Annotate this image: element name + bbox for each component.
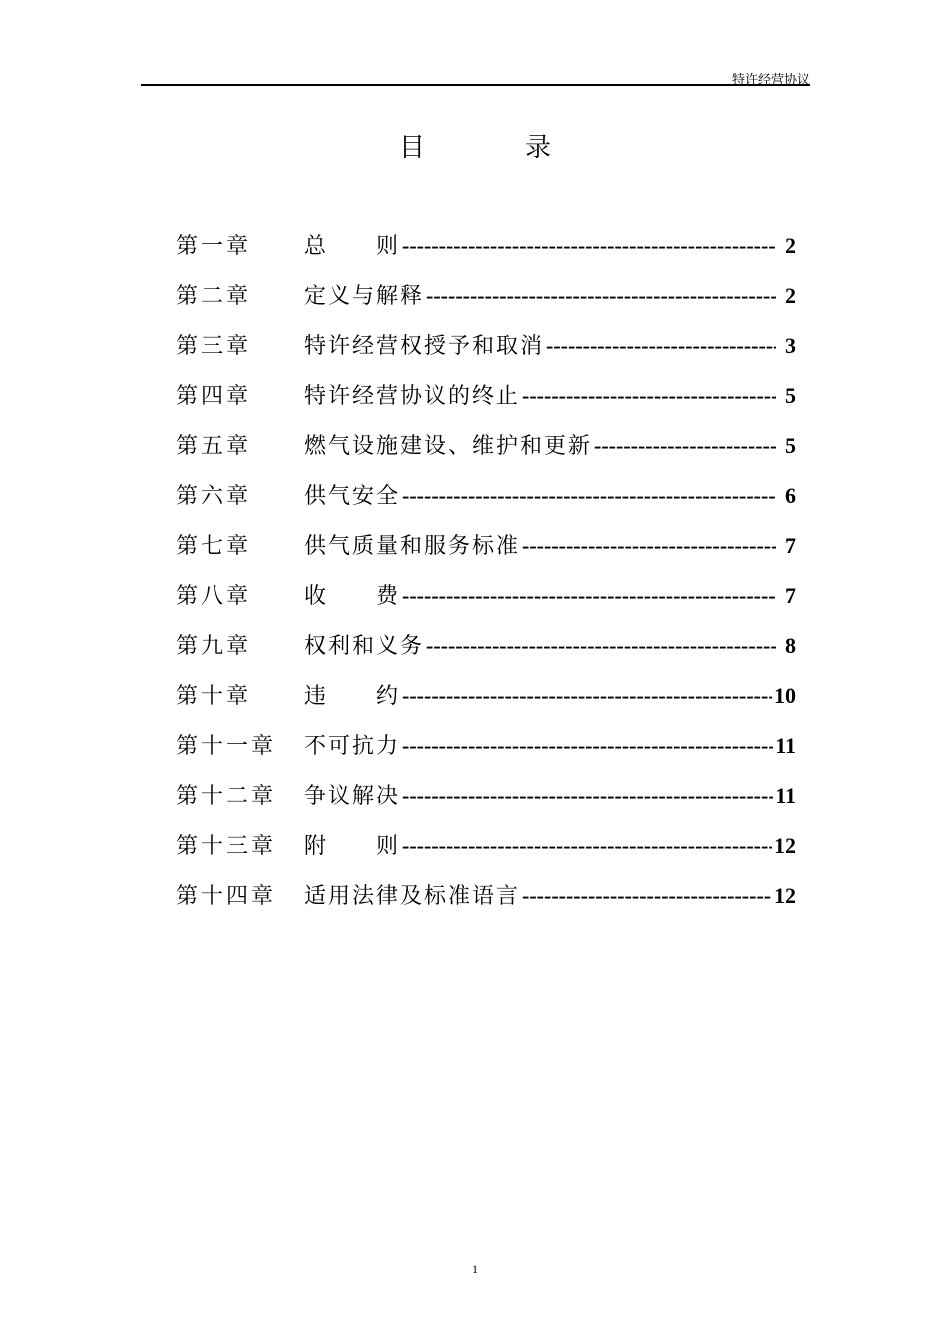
chapter-number: 第十三章 (176, 834, 277, 859)
toc-entry[interactable] (176, 824, 796, 874)
toc-entry[interactable] (176, 574, 796, 624)
chapter-number: 第三章 (176, 334, 252, 359)
chapter-number: 第十二章 (176, 784, 277, 809)
chapter-title: 总 则 (304, 234, 401, 259)
toc-entry[interactable] (176, 774, 796, 824)
dot-leader (402, 224, 776, 268)
page-number: 8 (785, 633, 796, 658)
page-number: 3 (785, 333, 796, 358)
chapter-title: 燃气设施建设、维护和更新 (304, 434, 593, 459)
toc-entry[interactable] (176, 724, 796, 774)
chapter-title: 适用法律及标准语言 (304, 884, 521, 909)
toc-title-char-2: 录 (525, 133, 552, 163)
chapter-title: 不可抗力 (304, 734, 401, 759)
dot-leader (522, 874, 772, 918)
chapter-title: 权利和义务 (304, 634, 425, 659)
chapter-title: 争议解决 (304, 784, 401, 809)
page-number: 5 (785, 383, 796, 408)
page-number: 11 (775, 733, 796, 758)
toc-entry[interactable] (176, 674, 796, 724)
dot-leader (402, 574, 776, 618)
header-rule (141, 84, 810, 86)
chapter-title: 供气安全 (304, 484, 401, 509)
footer-page-number: 1 (472, 1262, 478, 1276)
chapter-title: 附 则 (304, 834, 401, 859)
dot-leader (522, 374, 776, 418)
toc-title-char-1: 目 (398, 133, 425, 163)
chapter-number: 第二章 (176, 284, 252, 309)
chapter-title: 供气质量和服务标准 (304, 534, 521, 559)
chapter-number: 第九章 (176, 634, 252, 659)
chapter-title: 特许经营协议的终止 (304, 384, 521, 409)
chapter-title: 定义与解释 (304, 284, 425, 309)
toc-entry[interactable] (176, 424, 796, 474)
running-header: 特许经营协议 (731, 73, 810, 88)
toc-entry[interactable] (176, 224, 796, 274)
chapter-title: 违 约 (304, 684, 401, 709)
toc-entry[interactable] (176, 474, 796, 524)
chapter-number: 第十章 (176, 684, 252, 709)
page-number: 11 (775, 783, 796, 808)
page-number: 2 (785, 233, 796, 258)
toc-entry[interactable] (176, 524, 796, 574)
toc-title (0, 127, 950, 164)
chapter-number: 第四章 (176, 384, 252, 409)
page-number: 7 (785, 533, 796, 558)
toc-entry[interactable] (176, 624, 796, 674)
page-number: 5 (785, 433, 796, 458)
dot-leader (402, 674, 772, 718)
dot-leader (402, 774, 773, 818)
chapter-title: 收 费 (304, 584, 401, 609)
dot-leader (522, 524, 776, 568)
chapter-title: 特许经营权授予和取消 (304, 334, 545, 359)
toc-list (176, 224, 796, 924)
chapter-number: 第七章 (176, 534, 252, 559)
chapter-number: 第十一章 (176, 734, 277, 759)
chapter-number: 第五章 (176, 434, 252, 459)
toc-entry[interactable] (176, 274, 796, 324)
page-number: 6 (785, 483, 796, 508)
chapter-number: 第八章 (176, 584, 252, 609)
dot-leader (546, 324, 776, 368)
page-number: 10 (774, 683, 796, 708)
page-number: 12 (774, 833, 796, 858)
toc-entry[interactable] (176, 324, 796, 374)
page-number: 7 (785, 583, 796, 608)
dot-leader (426, 274, 776, 318)
dot-leader (402, 824, 772, 868)
dot-leader (594, 424, 776, 468)
dot-leader (402, 724, 773, 768)
toc-entry[interactable] (176, 874, 796, 924)
chapter-number: 第十四章 (176, 884, 277, 909)
page-number: 12 (774, 883, 796, 908)
dot-leader (426, 624, 776, 668)
chapter-number: 第一章 (176, 234, 252, 259)
dot-leader (402, 474, 776, 518)
chapter-number: 第六章 (176, 484, 252, 509)
toc-entry[interactable] (176, 374, 796, 424)
page-number: 2 (785, 283, 796, 308)
